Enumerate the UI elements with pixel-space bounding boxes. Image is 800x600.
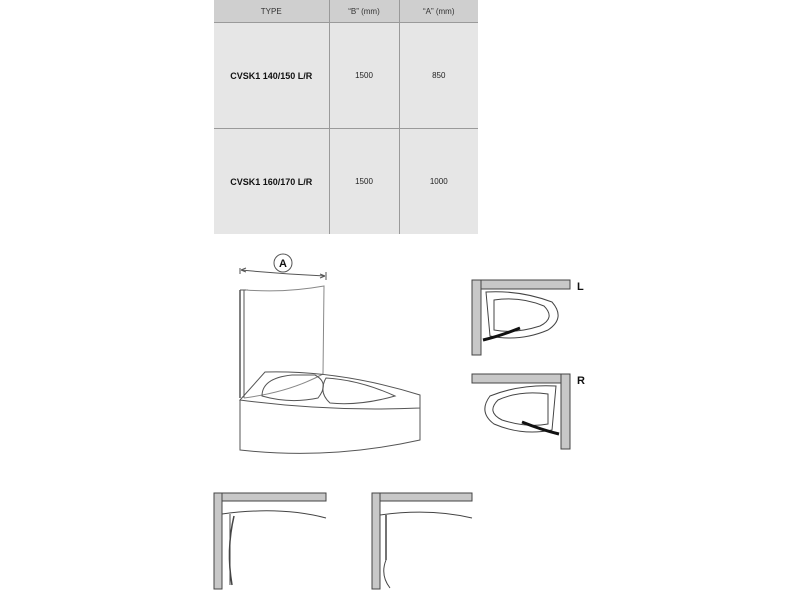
a-cell: 850 bbox=[399, 23, 478, 129]
b-cell: 1500 bbox=[329, 129, 399, 235]
bottom-right-detail bbox=[372, 493, 472, 589]
type-cell: CVSK1 160/170 L/R bbox=[214, 129, 329, 235]
bottom-left-detail bbox=[214, 493, 326, 589]
dimension-label: A bbox=[279, 258, 287, 270]
right-label: R bbox=[577, 375, 585, 387]
a-cell: 1000 bbox=[429, 177, 448, 186]
header-type: TYPE bbox=[214, 0, 329, 23]
bathtub-perspective-drawing bbox=[240, 268, 420, 453]
right-plan-view bbox=[472, 374, 570, 449]
left-label: L bbox=[577, 281, 584, 293]
left-plan-view bbox=[472, 280, 570, 355]
type-cell: CVSK1 140/150 L/R bbox=[214, 23, 329, 129]
b-cell: 1500 bbox=[329, 23, 399, 129]
header-a: “A” (mm) bbox=[399, 0, 478, 23]
header-b: “B” (mm) bbox=[329, 0, 399, 23]
